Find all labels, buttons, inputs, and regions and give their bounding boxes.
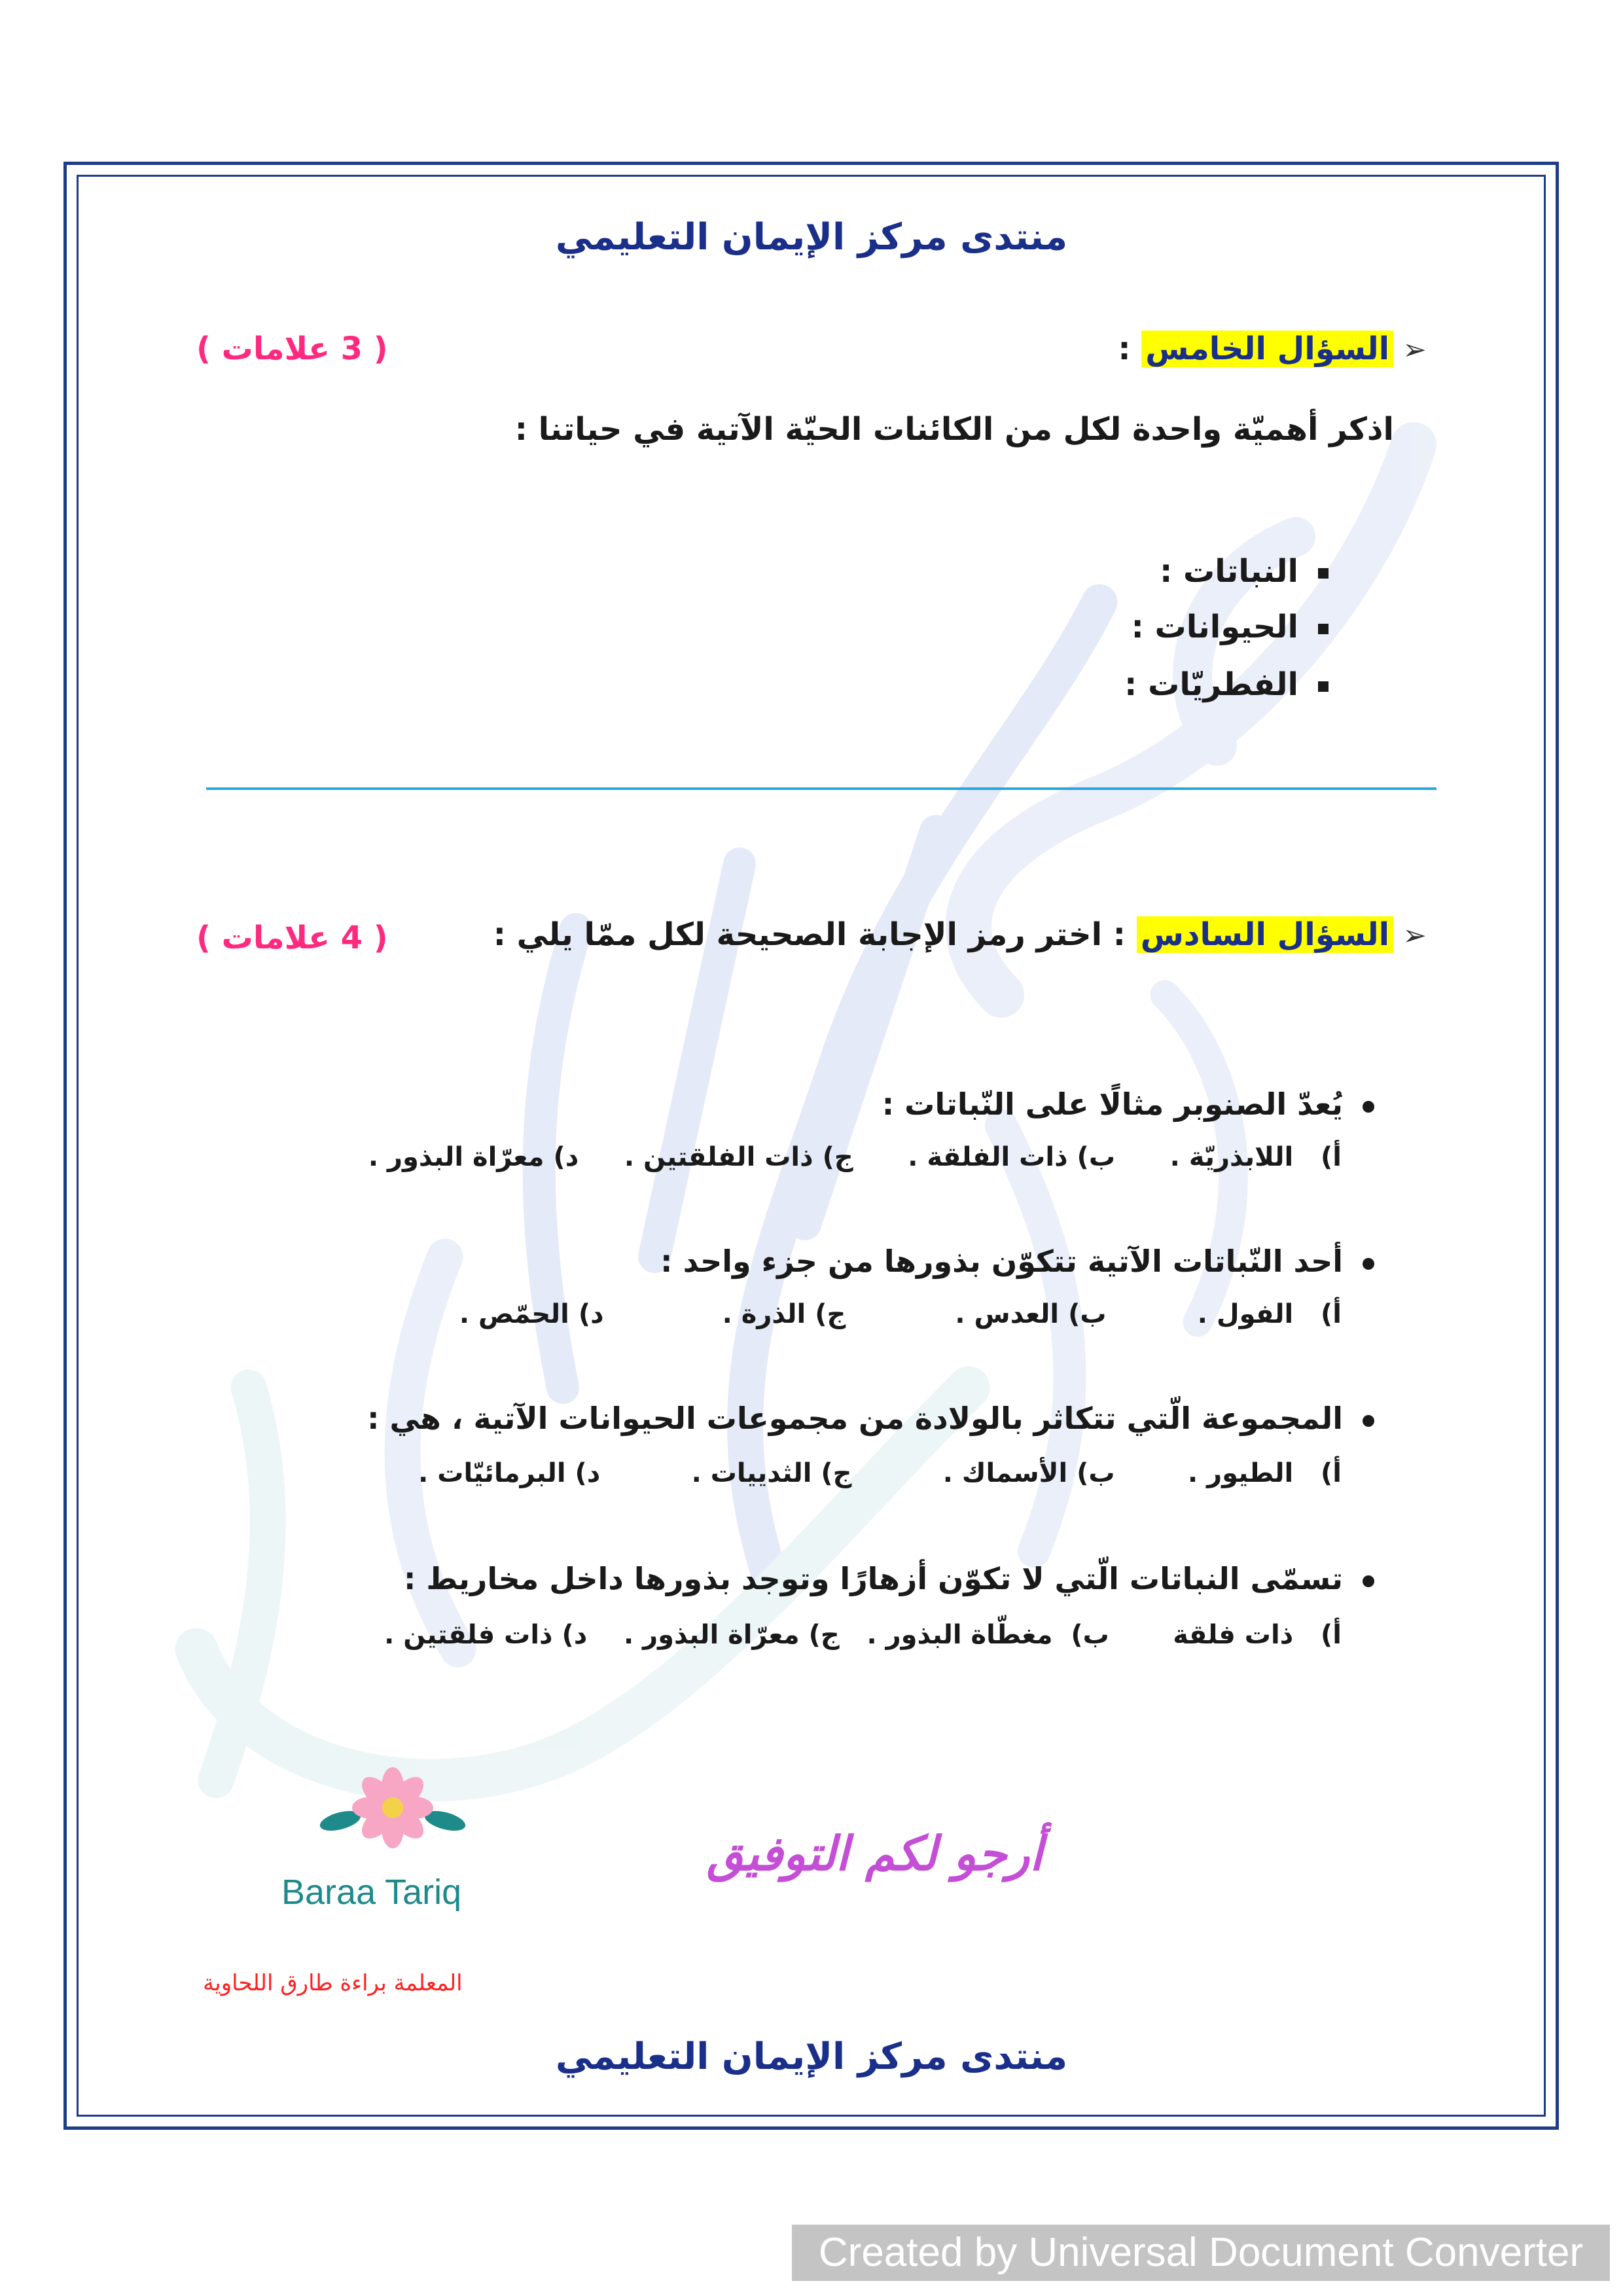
mcq-stem: المجموعة الّتي تتكاثر بالولادة من مجموعات الحيوانات الآتية ، هي : (367, 1401, 1374, 1436)
q5-label-suffix: : (1118, 331, 1142, 367)
round-bullet-icon (1363, 1415, 1374, 1427)
signature: Baraa Tariq (281, 1873, 462, 1912)
q6-label: السؤال السادس (1137, 916, 1393, 953)
mcq-options: أ) الفول . ب) العدس . ج) الذرة . د) الحمّص . (459, 1299, 1342, 1329)
q5-marks: ( 3 علامات ) (196, 331, 388, 367)
mcq-options: أ) ذات فلقة ب) مغطّاة البذور . ج) معرّاة البذور . د) ذات فلقتين . (384, 1620, 1342, 1650)
teacher-name: المعلمة براءة طارق اللحاوية (203, 1970, 463, 1996)
flower-icon (314, 1767, 471, 1852)
q6-instruction: : اختر رمز الإجابة الصحيحة لكل ممّا يلي : (493, 916, 1137, 953)
mcq-stem: أحد النّباتات الآتية تتكوّن بذورها من جزء واحد : (660, 1244, 1374, 1279)
square-bullet-icon (1318, 681, 1329, 692)
square-bullet-icon (1318, 568, 1329, 579)
header-title: منتدى مركز الإيمان التعليمي (555, 216, 1068, 259)
q5-label: السؤال الخامس (1141, 331, 1393, 367)
mcq-options: أ) الطيور . ب) الأسماك . ج) الثدييات . د) البرمائيّات . (418, 1458, 1342, 1488)
q6-heading (493, 916, 1427, 953)
square-bullet-icon (1318, 624, 1329, 634)
q6-marks: ( 4 علامات ) (196, 920, 388, 956)
mcq-stem: تسمّى النباتات الّتي لا تكوّن أزهارًا وتوجد بذورها داخل مخاريط : (404, 1561, 1374, 1596)
section-divider (206, 787, 1436, 790)
mcq-options: أ) اللابذريّة . ب) ذات الفلقة . ج) ذات الفلقتين . د) معرّاة البذور . (368, 1142, 1342, 1172)
round-bullet-icon (1363, 1575, 1374, 1587)
converter-note: Created by Universal Document Converter (792, 2225, 1610, 2281)
q5-instruction: اذكر أهميّة واحدة لكل من الكائنات الحيّة الآتية في حياتنا : (514, 411, 1394, 448)
q5-item: الحيوانات : (1132, 609, 1329, 645)
arrow-bullet-icon: ➢ (1402, 333, 1427, 367)
arrow-bullet-icon: ➢ (1402, 919, 1427, 952)
q5-item: النباتات : (1160, 553, 1329, 590)
round-bullet-icon (1363, 1258, 1374, 1270)
round-bullet-icon (1363, 1101, 1374, 1113)
q5-heading (1118, 331, 1427, 367)
footer-title: منتدى مركز الإيمان التعليمي (555, 2036, 1068, 2078)
q5-item: الفطريّات : (1124, 666, 1329, 703)
closing-wish: أرجو لكم التوفيق (707, 1826, 1043, 1881)
mcq-stem: يُعدّ الصنوبر مثالًا على النّباتات : (882, 1086, 1374, 1122)
